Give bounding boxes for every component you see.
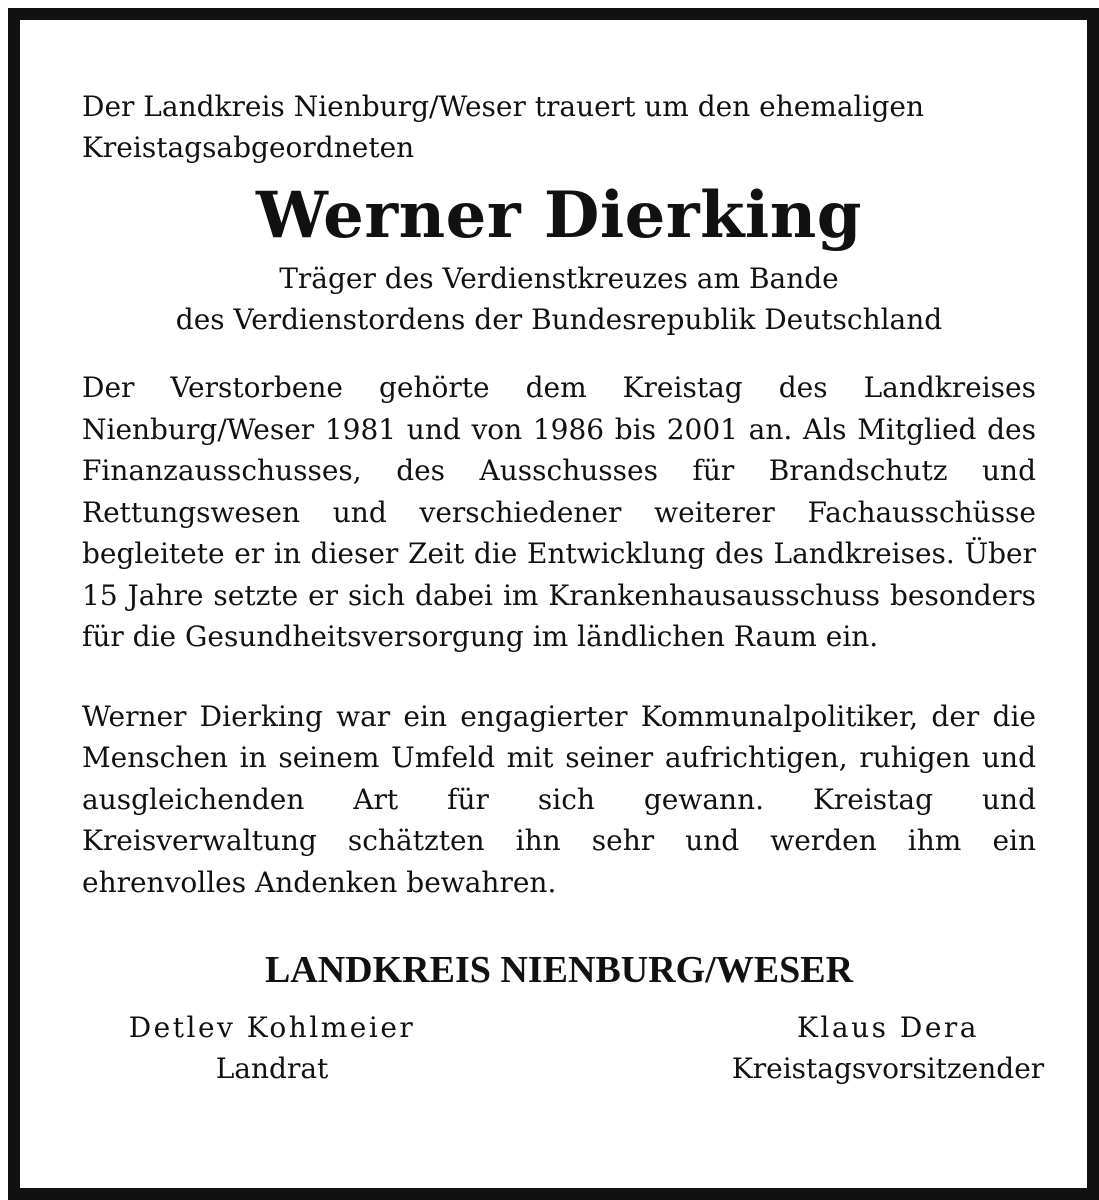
signatory-name: Detlev Kohlmeier bbox=[128, 1011, 416, 1044]
paragraph-tribute: Werner Dierking war ein engagierter Kommunalpolitiker, der die Menschen in seinem Umfeld mit seiner aufrichtigen, ruhigen und ausgleichenden Art für sich gewann. Kreistag und Kreisverwaltung schätzten ihn sehr und werden ihm ein ehrenvolles Andenken bewahren. bbox=[82, 699, 1036, 899]
notice-content bbox=[82, 86, 1045, 1097]
signatory-title: Kreistagsvorsitzender bbox=[731, 1052, 1045, 1085]
signatures bbox=[82, 1007, 1045, 1097]
deceased-name: Werner Dierking bbox=[255, 178, 863, 253]
honor-line-2: des Verdienstordens der Bundesrepublik Deutschland bbox=[175, 303, 943, 336]
signatory-right bbox=[688, 1007, 1088, 1089]
paragraph-career: Der Verstorbene gehörte dem Kreistag des Landkreises Nienburg/Weser 1981 und von 1986 bis 2001 an. Als Mitglied des Finanzausschusses, des Ausschusses für Brandschutz und Rettungswesen und verschiedener weiterer Fachausschüsse begleitete er in dieser Zeit die Entwicklung des Landkreises. Über 15 Jahre setzte er sich dabei im Krankenhausausschuss besonders für die Gesundheitsversorgung im ländlichen Raum ein. bbox=[82, 371, 1036, 653]
intro-text: Der Landkreis Nienburg/Weser trauert um den ehemaligen Kreistagsabgeordneten bbox=[82, 90, 924, 164]
honor-line-1: Träger des Verdienstkreuzes am Bande bbox=[279, 262, 839, 295]
signatory-left bbox=[72, 1007, 472, 1089]
signatory-name: Klaus Dera bbox=[797, 1011, 979, 1044]
honor-text bbox=[82, 258, 1036, 340]
signatory-title: Landrat bbox=[215, 1052, 329, 1085]
organization-name: LANDKREIS NIENBURG/WESER bbox=[264, 949, 854, 991]
notice-frame bbox=[8, 8, 1099, 1200]
